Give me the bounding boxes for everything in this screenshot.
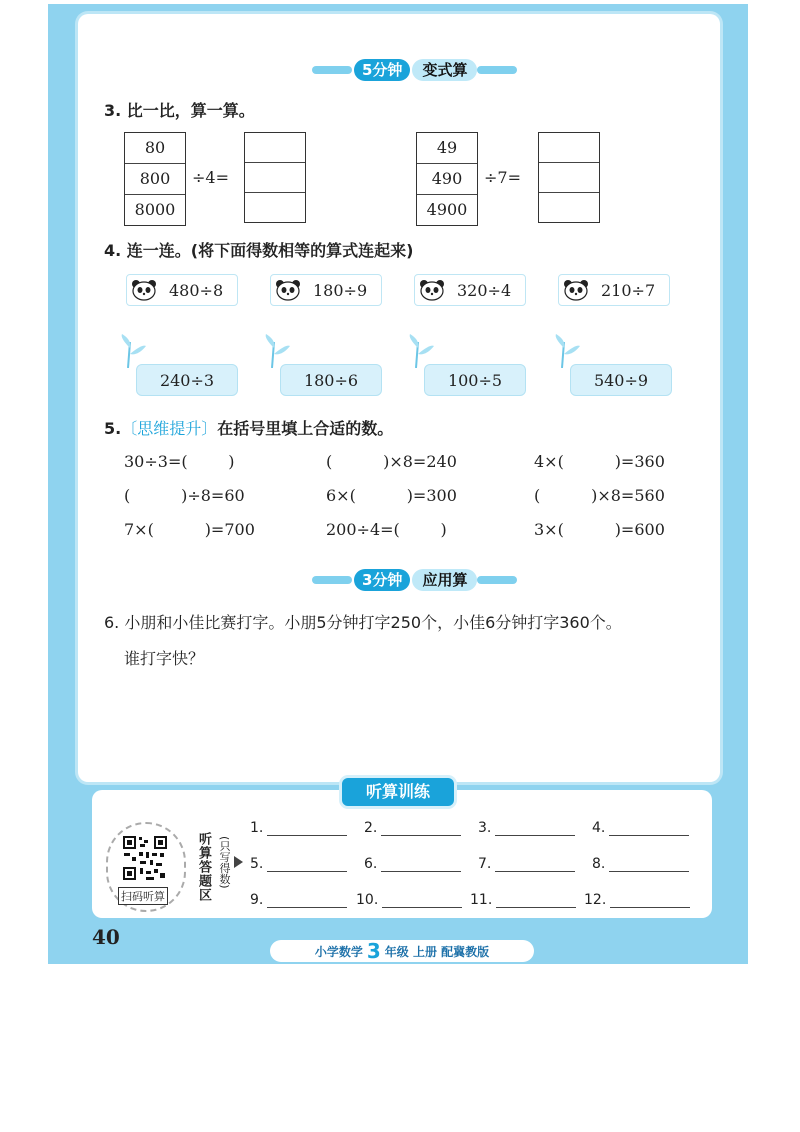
blank-line[interactable]: [495, 821, 575, 836]
blank-line[interactable]: [495, 857, 575, 872]
panda-card[interactable]: [558, 274, 670, 306]
dividend-cell: 8000: [134, 200, 176, 219]
blank-line[interactable]: [610, 893, 690, 908]
section-header-variant: [312, 58, 517, 82]
answer-boxes-left: [244, 132, 306, 223]
footer-subject: 小学数学: [314, 944, 363, 959]
question-number: 5.: [104, 419, 122, 438]
question-3-title: 3. 比一比，算一算。: [104, 101, 255, 120]
operator-right: ÷7=: [484, 168, 521, 187]
bamboo-leaf-icon: [118, 334, 148, 368]
dividend-stack-left: [124, 132, 186, 226]
time-tag: 3分钟: [354, 569, 410, 591]
section-header-application: [312, 568, 517, 592]
header-decor-left: [312, 66, 352, 74]
panda-card[interactable]: [126, 274, 238, 306]
answer-blank[interactable]: [592, 856, 689, 872]
answer-blank[interactable]: [592, 820, 689, 836]
blank-number: 2.: [364, 820, 378, 836]
bamboo-leaf-icon: [552, 334, 582, 368]
expression: 480÷8: [169, 280, 224, 300]
time-tag: 5分钟: [354, 59, 410, 81]
answer-box[interactable]: [539, 133, 599, 163]
qr-code-icon[interactable]: [122, 835, 168, 881]
section-title: 应用算: [412, 569, 477, 591]
fill-blank-equation[interactable]: ( )×8=560: [534, 486, 665, 505]
expression: 210÷7: [601, 280, 656, 300]
fill-blank-equation[interactable]: ( )÷8=60: [124, 486, 245, 505]
footer-banner: [270, 940, 534, 962]
blank-number: 4.: [592, 820, 606, 836]
dividend-cell: 80: [125, 133, 185, 164]
fill-blank-equation[interactable]: ( )×8=240: [326, 452, 457, 471]
blank-line[interactable]: [381, 857, 461, 872]
arrow-icon: [234, 856, 243, 868]
expression: 180÷9: [313, 280, 368, 300]
bamboo-leaf-icon: [406, 334, 436, 368]
blank-number: 12.: [584, 892, 607, 908]
blank-number: 3.: [478, 820, 492, 836]
blank-number: 5.: [250, 856, 264, 872]
dividend-cell: 800: [125, 164, 185, 195]
answer-blank[interactable]: [250, 820, 347, 836]
blank-number: 11.: [470, 892, 493, 908]
question-6-text-2: 谁打字快？: [124, 649, 205, 668]
blank-number: 6.: [364, 856, 378, 872]
panda-icon: [131, 279, 157, 301]
leaf-card[interactable]: 240÷3: [136, 364, 238, 396]
answer-blank[interactable]: [478, 856, 575, 872]
answer-blank[interactable]: [584, 892, 690, 908]
fill-blank-equation[interactable]: 200÷4=( ): [326, 520, 447, 539]
blank-line[interactable]: [267, 857, 347, 872]
answer-note: (只写得数): [218, 836, 231, 889]
skill-tag: 〔思维提升〕: [121, 419, 218, 438]
panda-icon: [419, 279, 445, 301]
question-text: 在括号里填上合适的数。: [217, 419, 394, 438]
question-6-text: 6. 小朋和小佳比赛打字。小朋5分钟打字250个，小佳6分钟打字360个。: [104, 613, 622, 632]
panda-card[interactable]: [414, 274, 526, 306]
blank-number: 9.: [250, 892, 264, 908]
blank-line[interactable]: [496, 893, 576, 908]
answer-blank[interactable]: [356, 892, 462, 908]
panda-card[interactable]: [270, 274, 382, 306]
blank-number: 8.: [592, 856, 606, 872]
blank-line[interactable]: [609, 821, 689, 836]
blank-line[interactable]: [267, 821, 347, 836]
blank-number: 10.: [356, 892, 379, 908]
answer-area-label: 听算答题区: [196, 832, 211, 902]
answer-boxes-right: [538, 132, 600, 223]
answer-box[interactable]: [539, 163, 599, 193]
operator-left: ÷4=: [192, 168, 229, 187]
blank-line[interactable]: [609, 857, 689, 872]
answer-box[interactable]: [245, 133, 305, 163]
panda-icon: [275, 279, 301, 301]
blank-line[interactable]: [381, 821, 461, 836]
fill-blank-equation[interactable]: 6×( )=300: [326, 486, 457, 505]
blank-line[interactable]: [382, 893, 462, 908]
dividend-cell: 4900: [426, 200, 468, 219]
fill-blank-equation[interactable]: 3×( )=600: [534, 520, 665, 539]
panda-icon: [563, 279, 589, 301]
answer-blank[interactable]: [364, 820, 461, 836]
bamboo-leaf-icon: [262, 334, 292, 368]
fill-blank-equation[interactable]: 30÷3=( ): [124, 452, 235, 471]
answer-box[interactable]: [245, 163, 305, 193]
question-5-title: [104, 416, 393, 439]
fill-blank-equation[interactable]: 4×( )=360: [534, 452, 665, 471]
header-decor-right: [477, 576, 517, 584]
dividend-cell: 490: [417, 164, 477, 195]
answer-blank[interactable]: [250, 892, 347, 908]
answer-box[interactable]: [245, 193, 305, 222]
listening-title: 听算训练: [342, 778, 454, 806]
dividend-cell: 49: [417, 133, 477, 164]
header-decor-right: [477, 66, 517, 74]
answer-blank[interactable]: [478, 820, 575, 836]
fill-blank-equation[interactable]: 7×( )=700: [124, 520, 255, 539]
footer-grade: 3: [366, 939, 381, 963]
answer-blank[interactable]: [364, 856, 461, 872]
header-decor-left: [312, 576, 352, 584]
leaf-card[interactable]: 100÷5: [424, 364, 526, 396]
scan-label[interactable]: 扫码听算: [118, 887, 168, 905]
blank-line[interactable]: [267, 893, 347, 908]
leaf-card[interactable]: 540÷9: [570, 364, 672, 396]
blank-number: 1.: [250, 820, 264, 836]
answer-blank[interactable]: [250, 856, 347, 872]
answer-box[interactable]: [539, 193, 599, 222]
leaf-card[interactable]: 180÷6: [280, 364, 382, 396]
question-4-title: 4. 连一连。(将下面得数相等的算式连起来): [104, 241, 414, 260]
section-title: 变式算: [412, 59, 477, 81]
footer-edition: 年级 上册 配冀教版: [384, 944, 490, 959]
expression: 320÷4: [457, 280, 512, 300]
page-number: 40: [92, 925, 120, 949]
blank-number: 7.: [478, 856, 492, 872]
answer-blank[interactable]: [470, 892, 576, 908]
dividend-stack-right: [416, 132, 478, 226]
